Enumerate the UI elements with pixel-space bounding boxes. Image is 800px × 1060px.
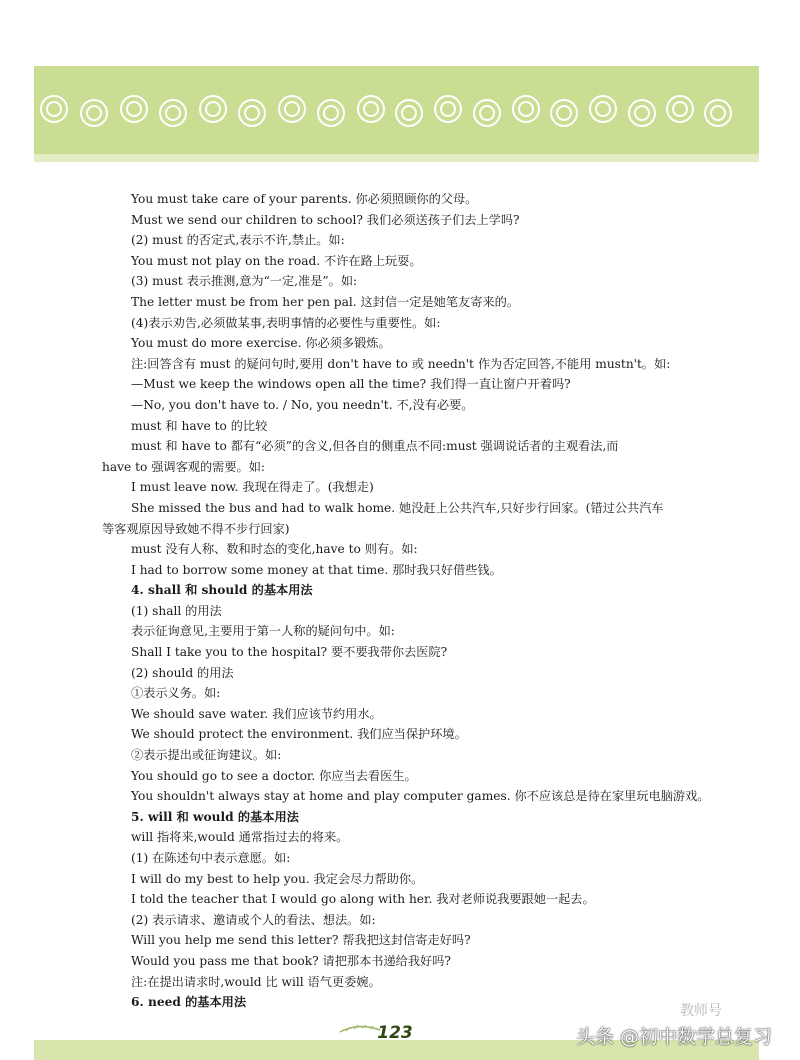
watermark-main: 头条 @初中数学总复习 bbox=[576, 1026, 773, 1048]
decorative-circle bbox=[317, 99, 345, 127]
text-line: You shouldn't always stay at home and play computer games. 你不应该总是待在家里玩电脑游戏。 bbox=[131, 789, 710, 804]
text-line: Shall I take you to the hospital? 要不要我带你去医院? bbox=[131, 645, 448, 660]
text-line: 等客观原因导致她不得不步行回家) bbox=[102, 521, 290, 536]
text-line: Would you pass me that book? 请把那本书递给我好吗? bbox=[131, 953, 451, 968]
decorative-circle bbox=[473, 99, 501, 127]
text-line: (3) must 表示推测,意为“一定,准是”。如: bbox=[131, 274, 358, 289]
text-line: Must we send our children to school? 我们必须送孩子们去上学吗? bbox=[131, 212, 520, 227]
text-line: (1) shall 的用法 bbox=[131, 603, 222, 618]
text-line: 6. need 的基本用法 bbox=[131, 995, 247, 1010]
decorative-circle bbox=[550, 99, 578, 127]
text-line: (2) should 的用法 bbox=[131, 665, 234, 680]
text-line: must 没有人称、数和时态的变化,have to 则有。如: bbox=[131, 542, 418, 557]
text-line: I had to borrow some money at that time. 那时我只好借些钱。 bbox=[131, 562, 502, 577]
decorative-circle bbox=[278, 95, 306, 123]
text-line: ①表示义务。如: bbox=[131, 686, 221, 701]
text-line: (1) 在陈述句中表示意愿。如: bbox=[131, 851, 291, 865]
decorative-circle bbox=[395, 99, 423, 127]
text-line: I must leave now. 我现在得走了。(我想走) bbox=[131, 480, 374, 495]
decorative-circle bbox=[512, 95, 540, 123]
text-line: The letter must be from her pen pal. 这封信一定是她笔友寄来的。 bbox=[131, 294, 519, 309]
text-line: —No, you don't have to. / No, you needn't. 不,没有必要。 bbox=[131, 397, 474, 412]
text-line: (2) 表示请求、邀请或个人的看法、想法。如: bbox=[131, 912, 376, 927]
text-line: will 指将来,would 通常指过去的将来。 bbox=[131, 830, 349, 845]
decorative-circle bbox=[159, 99, 187, 127]
page-body bbox=[102, 189, 710, 1013]
text-line: must 和 have to 都有“必须”的含义,但各自的侧重点不同:must 强调说话者的主观看法,而 bbox=[131, 439, 619, 454]
decorative-circle bbox=[199, 95, 227, 123]
decorative-circle bbox=[238, 99, 266, 127]
text-line: You should go to see a doctor. 你应当去看医生。 bbox=[131, 768, 417, 783]
text-line: We should save water. 我们应该节约用水。 bbox=[131, 706, 382, 721]
text-line: You must not play on the road. 不许在路上玩耍。 bbox=[131, 253, 422, 268]
decorative-circle bbox=[434, 95, 462, 123]
text-line: 4. shall 和 should 的基本用法 bbox=[131, 583, 313, 598]
decorative-circle bbox=[80, 99, 108, 127]
watermark-small: 教师号 bbox=[680, 1003, 722, 1019]
text-line: I told the teacher that I would go along with her. 我对老师说我要跟她一起去。 bbox=[131, 892, 595, 907]
decorative-circle bbox=[120, 95, 148, 123]
decorative-circle bbox=[666, 95, 694, 123]
text-line: ②表示提出或征询建议。如: bbox=[131, 748, 282, 763]
text-line: We should protect the environment. 我们应当保护环境。 bbox=[131, 727, 467, 742]
text-line: have to 强调客观的需要。如: bbox=[102, 459, 265, 474]
text-line: 注:回答含有 must 的疑问句时,要用 don't have to 或 needn't 作为否定回答,不能用 mustn't。如: bbox=[131, 356, 671, 371]
text-line: You must take care of your parents. 你必须照顾你的父母。 bbox=[131, 192, 478, 206]
decorative-circle bbox=[40, 95, 68, 123]
text-line: 表示征询意见,主要用于第一人称的疑问句中。如: bbox=[131, 624, 395, 639]
decorative-circle bbox=[357, 95, 385, 123]
page-number: 123 bbox=[377, 1023, 413, 1043]
decorative-circle bbox=[628, 99, 656, 127]
text-line: Will you help me send this letter? 帮我把这封信寄走好吗? bbox=[131, 933, 471, 948]
text-line: 5. will 和 would 的基本用法 bbox=[131, 809, 299, 824]
text-line: (4)表示劝告,必须做某事,表明事情的必要性与重要性。如: bbox=[131, 315, 441, 330]
text-line: (2) must 的否定式,表示不许,禁止。如: bbox=[131, 233, 345, 248]
header-circles-decoration bbox=[40, 95, 760, 129]
decorative-circle bbox=[704, 99, 732, 127]
text-line: I will do my best to help you. 我定会尽力帮助你。 bbox=[131, 871, 424, 886]
header-band-stripe bbox=[34, 154, 759, 162]
text-line: must 和 have to 的比较 bbox=[131, 418, 268, 433]
text-line: She missed the bus and had to walk home. 她没赶上公共汽车,只好步行回家。(错过公共汽车 bbox=[131, 500, 664, 515]
text-line: 注:在提出请求时,would 比 will 语气更委婉。 bbox=[131, 974, 381, 989]
text-line: You must do more exercise. 你必须多锻炼。 bbox=[131, 336, 391, 351]
decorative-circle bbox=[589, 95, 617, 123]
text-line: —Must we keep the windows open all the time? 我们得一直让窗户开着吗? bbox=[131, 377, 571, 392]
